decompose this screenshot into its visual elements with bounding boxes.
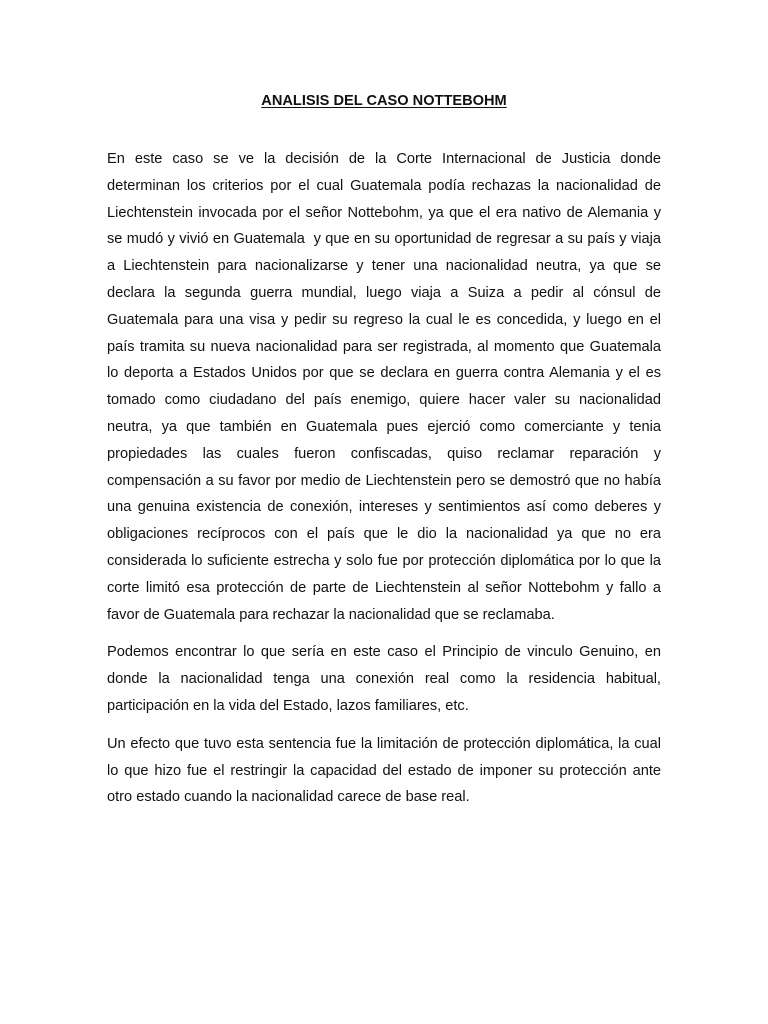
document-title: ANALISIS DEL CASO NOTTEBOHM <box>261 93 507 109</box>
document-body <box>107 146 666 822</box>
paragraph-ruling-effect: Un efecto que tuvo esta sentencia fue la limitación de protección diplomática, la cual lo que hizo fue el restringir la capacidad del estado de imponer su protección ante otro estado cuando la nacionalidad carece de base real. <box>107 735 666 806</box>
paragraph-genuine-link-principle: Podemos encontrar lo que sería en este caso el Principio de vinculo Genuino, en donde la nacionalidad tenga una conexión real como la residencia habitual, participación en la vida del Estado, lazos familiares, etc. <box>107 644 666 714</box>
paragraph-case-summary: En este caso se ve la decisión de la Corte Internacional de Justicia donde determinan los criterios por el cual Guatemala podía rechazas la nacionalidad de Liechtenstein invocada por el señor Nottebohm, ya que el era nativo de Alemania y se mudó y vivió en Guatemala y que en su oportunidad de regresar a su país y viaja a Liechtenstein para nacionalizarse y tener una nacionalidad neutra, ya que se declara la segunda guerra mundial, luego viaja a Suiza a pedir al cónsul de Guatemala para una visa y pedir su regreso la cual le es concedida, y luego en el país tramita su nueva nacionalidad para ser registrada, al momento que Guatemala lo deporta a Estados Unidos por que se declara en guerra contra Alemania y el es tomado como ciudadano del país enemigo, quiere hacer valer su nacionalidad neutra, ya que también en Guatemala pues ejerció como comerciante y tenia propiedades las cuales fueron confiscadas, quiso reclamar reparación y compensación a su favor por medio de Liechtenstein pero se demostró que no había una genuina existencia de conexión, intereses y sentimientos así como deberes y obligaciones recíprocos con el país que le dio la nacionalidad ya que no era considerada lo suficiente estrecha y solo fue por protección diplomática por lo que la corte limitó esa protección de parte de Liechtenstein al señor Nottebohm y fallo a favor de Guatemala para rechazar la nacionalidad que se reclamaba. <box>107 151 666 623</box>
